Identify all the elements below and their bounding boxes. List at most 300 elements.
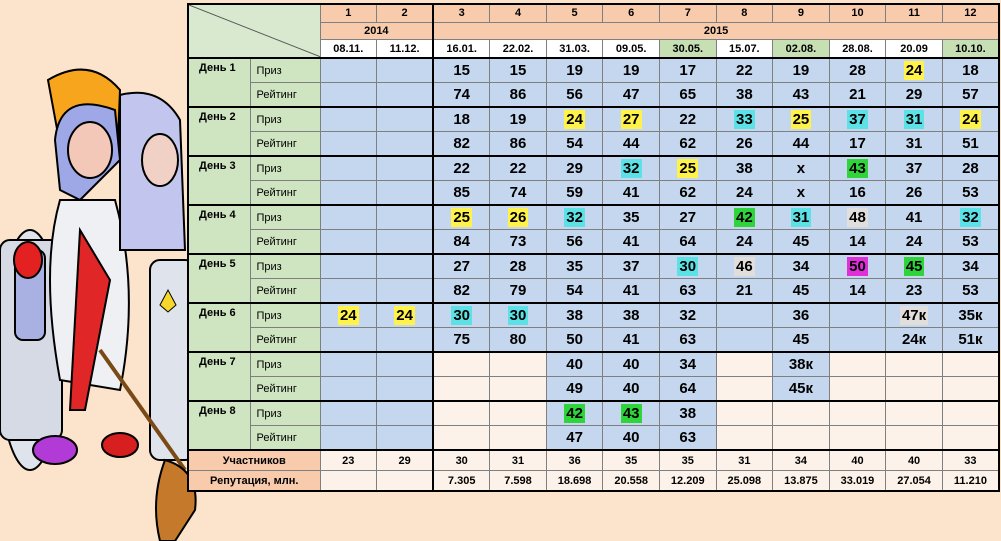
prize-value: 18 <box>453 111 471 128</box>
participants-label: Участников <box>188 450 320 471</box>
prize-value: 38 <box>622 307 640 324</box>
rating-value: 59 <box>566 184 583 201</box>
rating-cell <box>942 230 999 255</box>
prize-value: 25 <box>453 209 471 226</box>
rating-cell <box>942 279 999 304</box>
prize-value: 24 <box>339 307 357 324</box>
prize-cell <box>490 254 547 279</box>
rating-value: 31 <box>905 135 923 152</box>
prize-value: 50 <box>849 258 866 275</box>
prize-value: 37 <box>905 160 923 177</box>
rating-cell <box>659 132 716 157</box>
rating-cell <box>603 132 660 157</box>
rating-value: 74 <box>453 86 471 103</box>
prize-value: 46 <box>735 258 753 275</box>
prize-cell <box>659 107 716 132</box>
rating-value: 63 <box>679 429 697 446</box>
prize-cell <box>886 254 943 279</box>
rating-value: 62 <box>679 184 697 201</box>
rating-value: 85 <box>453 184 471 201</box>
prize-label: Приз <box>250 352 320 377</box>
prize-value: 31 <box>792 209 810 226</box>
prize-value: 27 <box>679 209 697 226</box>
prize-cell <box>546 254 603 279</box>
prize-cell <box>490 303 547 328</box>
rating-value: 53 <box>962 233 979 250</box>
rating-cell <box>546 328 603 353</box>
rating-cell <box>773 279 830 304</box>
prize-cell <box>603 58 660 83</box>
column-number: 8 <box>716 4 773 22</box>
prize-cell <box>829 303 886 328</box>
rating-cell <box>716 279 773 304</box>
rating-cell <box>716 230 773 255</box>
prize-cell <box>886 107 943 132</box>
reputation-value: 13.875 <box>773 471 830 492</box>
rating-value: 65 <box>679 86 697 103</box>
results-table <box>187 3 1000 492</box>
rating-cell <box>773 377 830 402</box>
prize-cell <box>377 401 434 426</box>
rating-label: Рейтинг <box>250 83 320 108</box>
rating-cell <box>433 377 490 402</box>
rating-cell <box>490 230 547 255</box>
rating-value: 41 <box>622 331 640 348</box>
prize-cell <box>546 107 603 132</box>
column-date: 28.08. <box>829 40 886 58</box>
rating-value: 49 <box>566 380 583 397</box>
prize-cell <box>603 107 660 132</box>
column-number: 1 <box>320 4 377 22</box>
rating-cell <box>659 181 716 206</box>
rating-cell <box>433 328 490 353</box>
prize-cell <box>773 58 830 83</box>
prize-cell <box>942 156 999 181</box>
prize-value: 36 <box>792 307 810 324</box>
column-date: 08.11. <box>320 40 377 58</box>
prize-cell <box>886 352 943 377</box>
prize-value: 19 <box>622 62 640 79</box>
rating-cell <box>320 230 377 255</box>
rating-cell <box>829 426 886 451</box>
prize-value: 19 <box>792 62 810 79</box>
rating-cell <box>603 83 660 108</box>
rating-cell <box>433 426 490 451</box>
day-label: День 7 <box>188 352 250 401</box>
prize-value: 28 <box>849 62 866 79</box>
reputation-label: Репутация, млн. <box>188 471 320 492</box>
prize-cell <box>659 156 716 181</box>
rating-label: Рейтинг <box>250 132 320 157</box>
rating-value: 44 <box>622 135 640 152</box>
prize-value: 34 <box>792 258 810 275</box>
prize-cell <box>716 352 773 377</box>
rating-cell <box>659 426 716 451</box>
prize-cell <box>829 254 886 279</box>
rating-cell <box>942 83 999 108</box>
prize-label: Приз <box>250 107 320 132</box>
rating-value: 54 <box>566 282 583 299</box>
rating-value: 23 <box>905 282 923 299</box>
prize-cell <box>829 107 886 132</box>
rating-cell <box>603 181 660 206</box>
rating-cell <box>773 230 830 255</box>
prize-cell <box>320 303 377 328</box>
rating-value: 43 <box>792 86 810 103</box>
rating-label: Рейтинг <box>250 377 320 402</box>
rating-value: 24 <box>735 184 753 201</box>
prize-value: 32 <box>679 307 697 324</box>
prize-cell <box>546 58 603 83</box>
column-date: 10.10. <box>942 40 999 58</box>
reputation-value: 12.209 <box>659 471 716 492</box>
prize-cell <box>603 254 660 279</box>
rating-value: 40 <box>622 380 640 397</box>
reputation-value: 7.598 <box>490 471 547 492</box>
rating-value: 47 <box>566 429 583 446</box>
reputation-value: 20.558 <box>603 471 660 492</box>
prize-value: х <box>796 160 806 177</box>
prize-value: 47к <box>901 307 927 324</box>
prize-value: 34 <box>679 356 697 373</box>
column-date: 11.12. <box>377 40 434 58</box>
prize-value: 15 <box>509 62 527 79</box>
prize-cell <box>603 401 660 426</box>
column-date: 15.07. <box>716 40 773 58</box>
prize-label: Приз <box>250 205 320 230</box>
rating-value: 24к <box>901 331 927 348</box>
rating-value: 24 <box>735 233 753 250</box>
prize-cell <box>433 303 490 328</box>
prize-cell <box>773 401 830 426</box>
corner-diagonal-cell <box>188 4 320 58</box>
rating-cell <box>433 181 490 206</box>
prize-value: 19 <box>566 62 583 79</box>
prize-value: 42 <box>566 405 583 422</box>
prize-cell <box>546 352 603 377</box>
rating-cell <box>659 83 716 108</box>
rating-value: 29 <box>905 86 923 103</box>
prize-value: 31 <box>905 111 923 128</box>
prize-cell <box>829 58 886 83</box>
prize-cell <box>377 107 434 132</box>
participants-value: 35 <box>603 450 660 471</box>
prize-value: 22 <box>453 160 471 177</box>
column-number: 9 <box>773 4 830 22</box>
prize-cell <box>603 205 660 230</box>
prize-cell <box>490 107 547 132</box>
rating-cell <box>546 181 603 206</box>
column-date: 30.05. <box>659 40 716 58</box>
rating-value: 50 <box>566 331 583 348</box>
prize-cell <box>829 205 886 230</box>
prize-cell <box>320 205 377 230</box>
rating-value: 64 <box>679 233 697 250</box>
rating-value: х <box>796 184 806 201</box>
prize-value: 22 <box>735 62 753 79</box>
prize-cell <box>603 352 660 377</box>
day-label: День 1 <box>188 58 250 107</box>
prize-label: Приз <box>250 156 320 181</box>
prize-cell <box>773 254 830 279</box>
prize-value: 17 <box>679 62 697 79</box>
rating-value: 56 <box>566 86 583 103</box>
rating-cell <box>603 230 660 255</box>
rating-value: 16 <box>849 184 866 201</box>
rating-cell <box>320 132 377 157</box>
participants-value: 40 <box>886 450 943 471</box>
rating-value: 51к <box>958 331 983 348</box>
prize-cell <box>716 58 773 83</box>
prize-value: 22 <box>509 160 527 177</box>
prize-cell <box>377 205 434 230</box>
rating-value: 54 <box>566 135 583 152</box>
day-label: День 6 <box>188 303 250 352</box>
rating-label: Рейтинг <box>250 279 320 304</box>
participants-value: 33 <box>942 450 999 471</box>
rating-cell <box>829 181 886 206</box>
rating-cell <box>659 377 716 402</box>
rating-value: 63 <box>679 331 697 348</box>
prize-cell <box>829 156 886 181</box>
prize-value: 15 <box>453 62 471 79</box>
rating-value: 84 <box>453 233 471 250</box>
prize-cell <box>886 401 943 426</box>
prize-cell <box>377 303 434 328</box>
rating-value: 80 <box>509 331 527 348</box>
prize-value: 35 <box>566 258 583 275</box>
rating-cell <box>603 426 660 451</box>
rating-cell <box>886 181 943 206</box>
participants-value: 36 <box>546 450 603 471</box>
column-number: 12 <box>942 4 999 22</box>
prize-value: 22 <box>679 111 697 128</box>
rating-value: 74 <box>509 184 527 201</box>
day-label: День 5 <box>188 254 250 303</box>
prize-value: 38 <box>679 405 697 422</box>
rating-value: 73 <box>509 233 527 250</box>
prize-cell <box>886 303 943 328</box>
rating-value: 82 <box>453 135 471 152</box>
prize-cell <box>942 352 999 377</box>
rating-value: 64 <box>679 380 697 397</box>
prize-cell <box>659 303 716 328</box>
prize-cell <box>942 401 999 426</box>
rating-value: 51 <box>962 135 979 152</box>
rating-cell <box>659 328 716 353</box>
rating-cell <box>886 328 943 353</box>
rating-cell <box>377 230 434 255</box>
rating-cell <box>377 426 434 451</box>
prize-label: Приз <box>250 401 320 426</box>
prize-value: 42 <box>735 209 753 226</box>
rating-cell <box>942 181 999 206</box>
prize-cell <box>716 205 773 230</box>
prize-cell <box>603 303 660 328</box>
rating-cell <box>829 83 886 108</box>
reputation-value <box>320 471 377 492</box>
reputation-value: 7.305 <box>433 471 490 492</box>
prize-value: 40 <box>566 356 583 373</box>
rating-value: 44 <box>792 135 810 152</box>
prize-cell <box>942 254 999 279</box>
prize-cell <box>546 205 603 230</box>
rating-cell <box>490 377 547 402</box>
prize-value: 38к <box>788 356 814 373</box>
prize-cell <box>942 107 999 132</box>
rating-cell <box>942 426 999 451</box>
rating-value: 63 <box>679 282 697 299</box>
rating-cell <box>716 377 773 402</box>
rating-value: 53 <box>962 184 979 201</box>
prize-value: 35 <box>622 209 640 226</box>
prize-cell <box>886 156 943 181</box>
rating-cell <box>490 426 547 451</box>
rating-cell <box>320 328 377 353</box>
prize-value: 32 <box>962 209 979 226</box>
rating-value: 53 <box>962 282 979 299</box>
prize-cell <box>377 352 434 377</box>
prize-cell <box>433 254 490 279</box>
prize-cell <box>433 156 490 181</box>
prize-value: 40 <box>622 356 640 373</box>
rating-cell <box>603 377 660 402</box>
rating-cell <box>829 328 886 353</box>
rating-cell <box>886 426 943 451</box>
prize-cell <box>320 352 377 377</box>
prize-value: 30 <box>453 307 471 324</box>
column-number: 5 <box>546 4 603 22</box>
prize-cell <box>320 58 377 83</box>
prize-value: 38 <box>566 307 583 324</box>
column-date: 20.09 <box>886 40 943 58</box>
rating-cell <box>320 83 377 108</box>
column-date: 09.05. <box>603 40 660 58</box>
participants-value: 30 <box>433 450 490 471</box>
rating-cell <box>829 279 886 304</box>
rating-cell <box>716 426 773 451</box>
participants-value: 34 <box>773 450 830 471</box>
rating-cell <box>433 83 490 108</box>
rating-cell <box>320 377 377 402</box>
rating-cell <box>546 279 603 304</box>
prize-cell <box>433 352 490 377</box>
prize-label: Приз <box>250 303 320 328</box>
prize-cell <box>320 401 377 426</box>
prize-value: 26 <box>509 209 527 226</box>
prize-value: 24 <box>962 111 979 128</box>
column-number: 3 <box>433 4 490 22</box>
rating-value: 86 <box>509 86 527 103</box>
rating-cell <box>377 132 434 157</box>
column-number: 10 <box>829 4 886 22</box>
rating-cell <box>773 181 830 206</box>
prize-cell <box>773 156 830 181</box>
rating-cell <box>546 230 603 255</box>
rating-cell <box>942 328 999 353</box>
rating-cell <box>886 279 943 304</box>
prize-cell <box>320 156 377 181</box>
prize-cell <box>773 205 830 230</box>
prize-cell <box>377 58 434 83</box>
diagonal-line <box>189 5 320 57</box>
prize-cell <box>942 58 999 83</box>
rating-cell <box>433 230 490 255</box>
prize-cell <box>716 401 773 426</box>
prize-label: Приз <box>250 58 320 83</box>
prize-cell <box>716 303 773 328</box>
prize-value: 38 <box>735 160 753 177</box>
prize-cell <box>490 352 547 377</box>
year-2014: 2014 <box>320 22 433 40</box>
rating-value: 62 <box>679 135 697 152</box>
rating-cell <box>490 279 547 304</box>
prize-value: 45 <box>905 258 923 275</box>
participants-row <box>188 450 999 471</box>
column-date: 02.08. <box>773 40 830 58</box>
reputation-value: 25.098 <box>716 471 773 492</box>
prize-label: Приз <box>250 254 320 279</box>
prize-value: 24 <box>396 307 413 324</box>
prize-cell <box>603 156 660 181</box>
rating-cell <box>942 377 999 402</box>
rating-cell <box>320 181 377 206</box>
rating-value: 45к <box>788 380 814 397</box>
prize-value: 32 <box>622 160 640 177</box>
prize-value: 29 <box>566 160 583 177</box>
day-label: День 8 <box>188 401 250 450</box>
rating-value: 26 <box>905 184 923 201</box>
prize-cell <box>773 107 830 132</box>
rating-cell <box>773 83 830 108</box>
prize-value: 48 <box>849 209 866 226</box>
reputation-value <box>377 471 434 492</box>
prize-value: 43 <box>622 405 640 422</box>
reputation-row <box>188 471 999 492</box>
participants-value: 31 <box>716 450 773 471</box>
rating-value: 79 <box>509 282 527 299</box>
prize-value: 37 <box>622 258 640 275</box>
rating-cell <box>377 328 434 353</box>
rating-value: 41 <box>622 233 640 250</box>
rating-value: 14 <box>849 282 866 299</box>
prize-cell <box>546 303 603 328</box>
prize-value: 28 <box>962 160 979 177</box>
column-number: 4 <box>490 4 547 22</box>
rating-cell <box>603 328 660 353</box>
rating-value: 57 <box>962 86 979 103</box>
rating-cell <box>377 279 434 304</box>
prize-cell <box>377 156 434 181</box>
column-number: 7 <box>659 4 716 22</box>
rating-cell <box>829 132 886 157</box>
rating-cell <box>546 83 603 108</box>
rating-value: 14 <box>849 233 866 250</box>
rating-cell <box>773 132 830 157</box>
rating-value: 82 <box>453 282 471 299</box>
year-2015: 2015 <box>433 22 999 40</box>
rating-cell <box>659 279 716 304</box>
prize-cell <box>886 205 943 230</box>
column-date: 31.03. <box>546 40 603 58</box>
rating-value: 47 <box>622 86 640 103</box>
reputation-value: 18.698 <box>546 471 603 492</box>
prize-cell <box>490 205 547 230</box>
rating-value: 41 <box>622 282 640 299</box>
day-label: День 4 <box>188 205 250 254</box>
rating-value: 38 <box>735 86 753 103</box>
rating-cell <box>942 132 999 157</box>
